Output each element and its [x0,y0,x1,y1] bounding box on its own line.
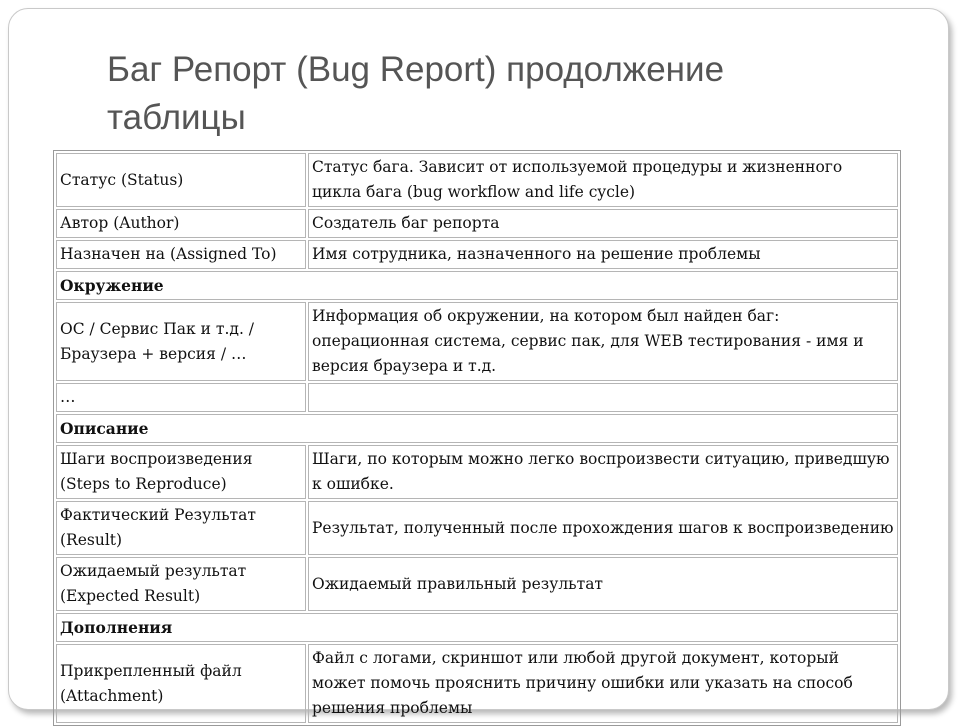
description-cell: Статус бага. Зависит от используемой процедуры и жизненного цикла бага (bug workflow and life cycle) [308,153,898,207]
table-row [56,501,898,555]
field-cell: … [56,383,306,412]
slide-title: Баг Репорт (Bug Report) продолжение таблицы [107,50,725,137]
table-row [56,153,898,207]
description-cell: Шаги, по которым можно легко воспроизвести ситуацию, приведшую к ошибке. [308,445,898,499]
field-cell: Прикрепленный файл (Attachment) [56,644,306,723]
section-header: Окружение [56,271,898,300]
section-row [56,414,898,443]
field-cell: Статус (Status) [56,153,306,207]
description-cell: Имя сотрудника, назначенного на решение проблемы [308,240,898,269]
field-cell: Назначен на (Assigned To) [56,240,306,269]
field-cell: Ожидаемый результат (Expected Result) [56,557,306,611]
description-cell: Файл с логами, скриншот или любой другой документ, который может помочь прояснить причину ошибки или указать на способ решения проблемы [308,644,898,723]
field-cell: Фактический Результат (Result) [56,501,306,555]
bug-report-table-body [56,153,898,723]
table-row [56,383,898,412]
field-cell: Шаги воспроизведения (Steps to Reproduce) [56,445,306,499]
table-row [56,445,898,499]
table-row [56,302,898,381]
description-cell [308,383,898,412]
table-row [56,557,898,611]
description-cell: Результат, полученный после прохождения шагов к воспроизведению [308,501,898,555]
description-cell: Создатель баг репорта [308,209,898,238]
section-row [56,271,898,300]
description-cell: Информация об окружении, на котором был найден баг: операционная система, сервис пак, для WEB тестирования - имя и версия браузера и т.д. [308,302,898,381]
field-cell: ОС / Сервис Пак и т.д. / Браузера + версия / … [56,302,306,381]
bug-report-table [53,150,901,726]
table-row [56,240,898,269]
table-row [56,209,898,238]
section-row [56,613,898,642]
description-cell: Ожидаемый правильный результат [308,557,898,611]
table-row [56,644,898,723]
section-header: Дополнения [56,613,898,642]
section-header: Описание [56,414,898,443]
field-cell: Автор (Author) [56,209,306,238]
